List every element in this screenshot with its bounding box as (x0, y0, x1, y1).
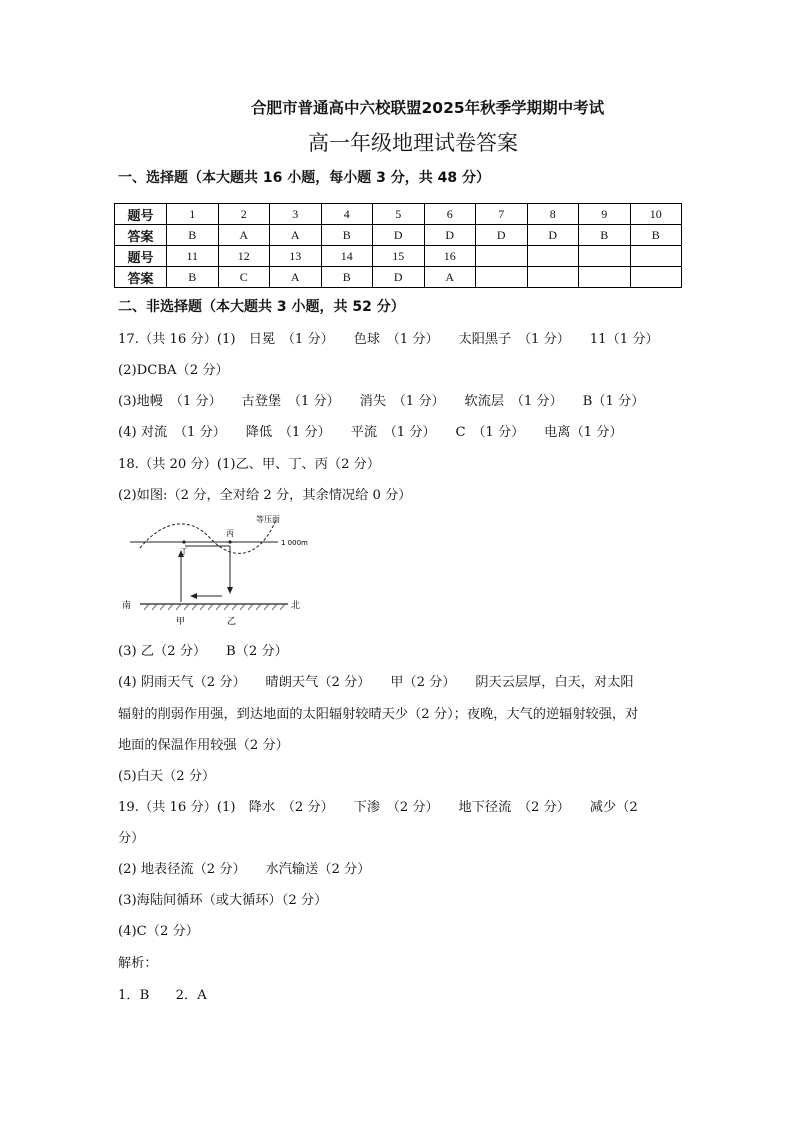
question-number-cell: 12 (218, 246, 270, 267)
point-ding (182, 540, 185, 543)
answer-row (115, 267, 682, 288)
q19-part4-line: (4)C（2 分） (118, 924, 199, 939)
q17-part3-line: (3)地幔 （1 分） 古登堡 （1 分） 消失 （1 分） 软流层 （1 分） B（1 分） (118, 394, 645, 409)
q19-part2-line: (2) 地表径流（2 分） 水汽输送（2 分） (118, 862, 371, 877)
question-number-cell: 2 (218, 204, 270, 225)
q17-part1-line: 17.（共 16 分）(1) 日冕 （1 分） 色球 （1 分） 太阳黑子 （1 分） 11（1 分） (118, 332, 659, 347)
answer-cell: B (630, 225, 682, 246)
answer-cell: A (218, 225, 270, 246)
label-jia: 甲 (176, 617, 186, 627)
row-label: 答案 (115, 225, 167, 246)
sinking-arrow-head (227, 587, 233, 594)
q17-part4-line: (4) 对流 （1 分） 降低 （1 分） 平流 （1 分） C （1 分） 电离（1 分） (118, 425, 623, 440)
answer-cell: D (373, 267, 425, 288)
analysis-answers: 1．B 2．A (118, 988, 207, 1003)
answer-cell: C (218, 267, 270, 288)
answer-row (115, 225, 682, 246)
question-number-cell: 11 (167, 246, 219, 267)
answer-cell (579, 267, 631, 288)
q18-part4-line: (4) 阴雨天气（2 分） 晴朗天气（2 分） 甲（2 分） 阴天云层厚，白天，对太阳 (118, 675, 634, 690)
ground-hatching (144, 604, 285, 610)
question-number-cell (527, 246, 579, 267)
label-north: 北 (291, 601, 301, 611)
question-number-cell: 9 (579, 204, 631, 225)
point-bing (228, 540, 231, 543)
question-number-cell: 15 (373, 246, 425, 267)
question-number-cell: 7 (476, 204, 528, 225)
answer-cell: B (167, 225, 219, 246)
q19-part1-line-2: 分） (118, 831, 145, 846)
question-number-cell: 5 (373, 204, 425, 225)
question-number-cell: 3 (270, 204, 322, 225)
answer-cell: B (167, 267, 219, 288)
question-number-cell: 10 (630, 204, 682, 225)
exam-title: 合肥市普通高中六校联盟2025年秋季学期期中考试 (251, 99, 605, 117)
answer-cell: B (321, 225, 373, 246)
question-number-cell (579, 246, 631, 267)
q18-part3-line: (3) 乙（2 分） B（2 分） (118, 644, 288, 659)
surface-arrow-head (190, 593, 197, 599)
label-south: 南 (122, 601, 132, 611)
label-ding: 丁 (180, 547, 188, 556)
answer-cell: A (270, 225, 322, 246)
q18-part2-line: (2)如图:（2 分，全对给 2 分，其余情况给 0 分） (118, 488, 412, 503)
question-number-cell: 14 (321, 246, 373, 267)
q18-part5-line: (5)白天（2 分） (118, 769, 216, 784)
q19-part1-line: 19.（共 16 分）(1) 降水 （2 分） 下渗 （2 分） 地下径流 （2 分） 减少（2 (118, 800, 638, 815)
row-label: 题号 (115, 204, 167, 225)
answer-cell (476, 267, 528, 288)
analysis-heading: 解析： (118, 956, 158, 971)
thermal-circulation-diagram (118, 512, 308, 627)
exam-subtitle: 高一年级地理试卷答案 (308, 131, 518, 155)
row-label: 题号 (115, 246, 167, 267)
answer-table (114, 203, 682, 288)
isobaric-curve (140, 520, 276, 553)
answer-cell (527, 267, 579, 288)
question-number-cell: 4 (321, 204, 373, 225)
q18-part1-line: 18.（共 20 分）(1)乙、甲、丁、丙（2 分） (118, 457, 381, 472)
answer-cell: A (270, 267, 322, 288)
answer-cell: D (527, 225, 579, 246)
question-number-cell: 16 (424, 246, 476, 267)
number-row (115, 204, 682, 225)
answer-cell: B (321, 267, 373, 288)
row-label: 答案 (115, 267, 167, 288)
answer-cell: D (424, 225, 476, 246)
question-number-cell: 8 (527, 204, 579, 225)
label-bing: 丙 (226, 529, 234, 538)
answer-cell: D (373, 225, 425, 246)
question-number-cell (476, 246, 528, 267)
label-yi: 乙 (227, 617, 237, 627)
q18-part4-line-2: 辐射的削弱作用强，到达地面的太阳辐射较晴天少（2 分）；夜晚，大气的逆辐射较强，对 (118, 707, 639, 722)
question-number-cell: 1 (167, 204, 219, 225)
q17-part2-line: (2)DCBA（2 分） (118, 363, 229, 378)
section1-heading: 一、选择题（本大题共 16 小题，每小题 3 分，共 48 分） (118, 170, 490, 186)
question-number-cell: 6 (424, 204, 476, 225)
question-number-cell (630, 246, 682, 267)
height-label: 1 000m (281, 539, 308, 547)
isobaric-label: 等压面 (256, 515, 280, 524)
number-row (115, 246, 682, 267)
answer-cell: A (424, 267, 476, 288)
answer-cell: B (579, 225, 631, 246)
section2-heading: 二、非选择题（本大题共 3 小题，共 52 分） (118, 299, 405, 315)
answer-cell (630, 267, 682, 288)
answer-cell: D (476, 225, 528, 246)
q19-part3-line: (3)海陆间循环（或大循环）（2 分） (118, 893, 328, 908)
question-number-cell: 13 (270, 246, 322, 267)
q18-part4-line-3: 地面的保温作用较强（2 分） (118, 738, 289, 753)
